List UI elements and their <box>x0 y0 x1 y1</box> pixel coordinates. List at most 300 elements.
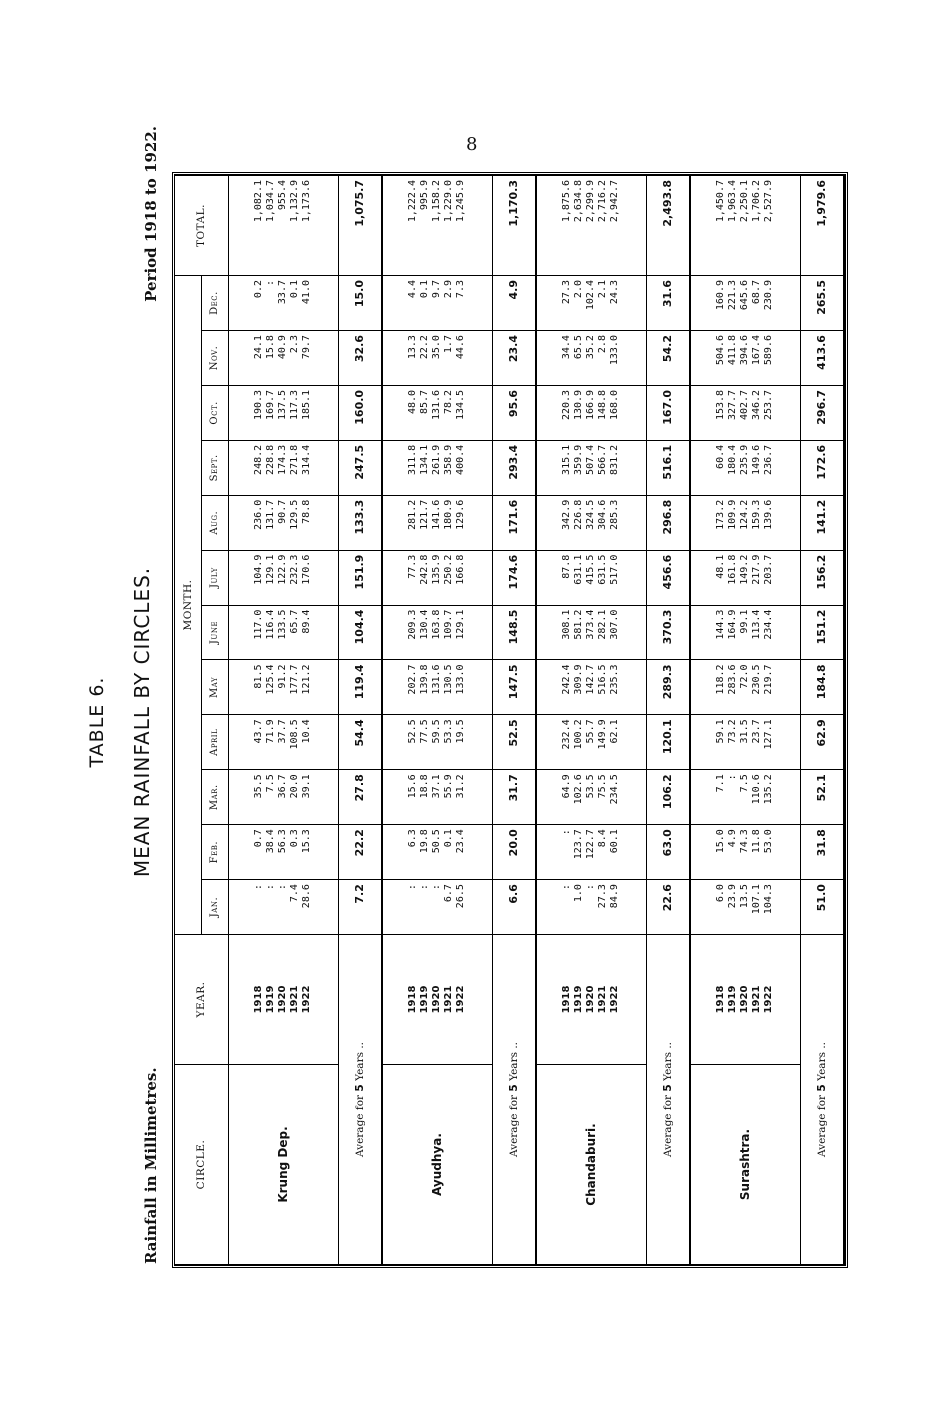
rainfall-value: 6.3 <box>407 829 419 848</box>
rotated-table-page <box>86 62 856 1272</box>
year-value: 1918 <box>253 985 265 1014</box>
month-values <box>536 440 647 495</box>
average-value: 133.3 <box>338 495 382 550</box>
rainfall-value: 48.1 <box>715 554 727 579</box>
rainfall-value: 24.3 <box>609 280 621 305</box>
month-values <box>690 605 801 660</box>
circle-name: Surashtra. <box>690 1065 801 1265</box>
average-label <box>338 935 382 1265</box>
average-value: 370.3 <box>646 605 690 660</box>
rainfall-value: 129.6 <box>455 499 467 530</box>
rainfall-value: 235.9 <box>739 444 751 475</box>
rainfall-value: 161.8 <box>727 554 739 585</box>
rainfall-value: 53.0 <box>763 829 775 854</box>
rainfall-value: 1.7 <box>443 335 455 354</box>
table-title: TABLE 6. <box>86 676 108 768</box>
rainfall-value: 28.6 <box>301 884 313 909</box>
rainfall-value: 90.7 <box>277 499 289 524</box>
header-month: Aug. <box>201 495 228 550</box>
rainfall-value: 134.1 <box>419 444 431 475</box>
rainfall-value: 133.0 <box>455 664 467 695</box>
circle-data-row <box>690 176 801 1265</box>
rainfall-value: : <box>431 884 443 891</box>
year-value: 1921 <box>289 985 301 1014</box>
average-value: 160.0 <box>338 385 382 440</box>
rainfall-value: 220.3 <box>561 389 573 421</box>
rainfall-value: 0.1 <box>443 829 455 848</box>
year-list <box>690 935 801 1065</box>
average-value: 95.6 <box>492 385 536 440</box>
rainfall-value: 41.0 <box>301 280 313 305</box>
month-values <box>228 385 338 440</box>
average-value: 51.0 <box>800 880 844 935</box>
average-value: 62.9 <box>800 715 844 770</box>
rainfall-value: 79.7 <box>301 335 313 360</box>
rainfall-value: 13.5 <box>739 884 751 909</box>
total-value: 2,299.9 <box>585 180 597 223</box>
header-circle: CIRCLE. <box>175 1065 228 1265</box>
average-value: 174.6 <box>492 550 536 605</box>
average-row <box>492 176 536 1265</box>
average-value: 296.7 <box>800 385 844 440</box>
rainfall-value: 516.5 <box>597 664 609 695</box>
rainfall-value: 107.1 <box>751 884 763 915</box>
rainfall-value: 166.9 <box>585 389 597 421</box>
rainfall-value: 261.9 <box>431 444 443 475</box>
rainfall-value: 124.2 <box>739 499 751 530</box>
month-values <box>228 331 338 386</box>
month-values <box>690 660 801 715</box>
year-value: 1920 <box>277 985 289 1014</box>
rainfall-value: : <box>277 884 289 891</box>
average-value: 413.6 <box>800 331 844 386</box>
rainfall-value: 74.3 <box>739 829 751 854</box>
month-values <box>228 880 338 935</box>
month-values <box>690 880 801 935</box>
rainfall-value: 127.1 <box>763 719 775 750</box>
header-month-group: MONTH. <box>175 276 201 935</box>
rainfall-value: 125.4 <box>265 664 277 695</box>
rainfall-value: 121.7 <box>419 499 431 530</box>
header-month: Mar. <box>201 770 228 825</box>
header-month: April <box>201 715 228 770</box>
average-value: 148.5 <box>492 605 536 660</box>
month-values <box>228 660 338 715</box>
year-value: 1919 <box>573 985 585 1014</box>
average-value: 120.1 <box>646 715 690 770</box>
rainfall-value: 8.4 <box>597 829 609 848</box>
rainfall-value: 402.7 <box>739 389 751 421</box>
rainfall-value: 0.1 <box>419 280 431 299</box>
year-list <box>382 935 493 1065</box>
average-value: 296.8 <box>646 495 690 550</box>
year-value: 1922 <box>301 985 313 1014</box>
month-values <box>690 385 801 440</box>
month-values <box>690 495 801 550</box>
rainfall-value: 144.3 <box>715 609 727 640</box>
header-month: Sept. <box>201 440 228 495</box>
rainfall-value: 130.9 <box>573 389 585 421</box>
average-value: 20.0 <box>492 825 536 880</box>
rainfall-value: 1.0 <box>573 884 585 903</box>
rainfall-value: 400.4 <box>455 444 467 475</box>
average-value: 141.2 <box>800 495 844 550</box>
average-value: 104.4 <box>338 605 382 660</box>
month-values <box>536 770 647 825</box>
rainfall-value: 131.6 <box>431 389 443 421</box>
average-value: 52.5 <box>492 715 536 770</box>
month-values <box>690 825 801 880</box>
rainfall-value: 170.6 <box>301 554 313 585</box>
total-value: 1,082.1 <box>253 180 265 223</box>
circle-name: Ayudhya. <box>382 1065 493 1265</box>
average-years: 5 <box>353 1084 366 1092</box>
rainfall-value: 65.5 <box>573 335 585 360</box>
rainfall-value: 0.3 <box>289 829 301 848</box>
rainfall-value: 217.9 <box>751 554 763 585</box>
rainfall-value: 504.6 <box>715 335 727 366</box>
total-value: 995.9 <box>419 180 431 211</box>
total-value: 1,245.9 <box>455 180 467 223</box>
rainfall-value: 133.0 <box>609 335 621 366</box>
rainfall-value: 242.8 <box>419 554 431 585</box>
average-value: 31.7 <box>492 770 536 825</box>
rainfall-value: 116.4 <box>265 609 277 640</box>
rainfall-value: 6.7 <box>443 884 455 903</box>
rainfall-value: 89.4 <box>301 609 313 634</box>
rainfall-value: 149.2 <box>739 554 751 585</box>
rainfall-value: : <box>561 884 573 891</box>
rainfall-value: 133.5 <box>277 609 289 640</box>
rainfall-value: 118.2 <box>715 664 727 695</box>
average-label-suffix: Years .. <box>815 1042 828 1081</box>
rainfall-value: 43.7 <box>253 719 265 744</box>
average-value: 22.2 <box>338 825 382 880</box>
rainfall-value: 209.3 <box>407 609 419 640</box>
rainfall-value: 230.5 <box>751 664 763 695</box>
rainfall-value: 282.1 <box>597 609 609 640</box>
total-values <box>536 176 647 276</box>
rainfall-value: 159.3 <box>751 499 763 530</box>
average-value: 23.4 <box>492 331 536 386</box>
circle-name: Krung Dep. <box>228 1065 338 1265</box>
average-value: 106.2 <box>646 770 690 825</box>
rainfall-value: 0.1 <box>289 280 301 299</box>
rainfall-value: 65.7 <box>289 609 301 634</box>
rainfall-value: 190.3 <box>253 389 265 421</box>
average-label-suffix: Years .. <box>353 1042 366 1081</box>
rainfall-value: 2.0 <box>573 280 585 299</box>
average-label <box>492 935 536 1265</box>
rainfall-value: 50.5 <box>431 829 443 854</box>
rainfall-value: 85.7 <box>419 389 431 415</box>
rainfall-value: 358.9 <box>443 444 455 475</box>
rainfall-value: 34.4 <box>561 335 573 360</box>
year-value: 1921 <box>443 985 455 1014</box>
rainfall-value: 15.8 <box>265 335 277 360</box>
rainfall-value: 60.4 <box>715 444 727 469</box>
rainfall-value: 68.7 <box>751 280 763 305</box>
circle-data-row <box>382 176 493 1265</box>
rainfall-value: 104.9 <box>253 554 265 585</box>
rainfall-value: 253.7 <box>763 389 775 421</box>
average-years: 5 <box>661 1084 674 1092</box>
month-values <box>382 331 493 386</box>
rainfall-value: 248.2 <box>253 444 265 475</box>
rainfall-value: 168.0 <box>609 389 621 421</box>
rainfall-value: 139.6 <box>763 499 775 530</box>
year-list <box>536 935 647 1065</box>
rainfall-value: 135.2 <box>763 774 775 805</box>
rainfall-value: 59.5 <box>431 719 443 744</box>
rainfall-value: 72.0 <box>739 664 751 689</box>
rainfall-value: 4.9 <box>727 829 739 848</box>
month-values <box>536 385 647 440</box>
average-value: 119.4 <box>338 660 382 715</box>
rainfall-value: 309.9 <box>573 664 585 695</box>
rainfall-value: 315.1 <box>561 444 573 475</box>
month-values <box>228 770 338 825</box>
year-value: 1918 <box>561 985 573 1014</box>
total-value: 2,527.9 <box>763 180 775 223</box>
month-values <box>228 550 338 605</box>
rainfall-value: 2.8 <box>597 335 609 354</box>
rainfall-value: 91.2 <box>277 664 289 689</box>
average-row <box>646 176 690 1265</box>
month-values <box>228 825 338 880</box>
rainfall-value: 15.0 <box>715 829 727 854</box>
rainfall-value: 2.1 <box>597 280 609 299</box>
rainfall-value: 160.9 <box>715 280 727 311</box>
average-value: 7.2 <box>338 880 382 935</box>
rainfall-value: 283.6 <box>727 664 739 695</box>
rainfall-value: 129.5 <box>289 499 301 530</box>
average-value: 151.2 <box>800 605 844 660</box>
rainfall-value: 23.7 <box>751 719 763 744</box>
month-values <box>382 770 493 825</box>
average-value: 247.5 <box>338 440 382 495</box>
rainfall-value: 307.0 <box>609 609 621 640</box>
rainfall-value: 4.4 <box>407 280 419 299</box>
average-value: 265.5 <box>800 276 844 331</box>
rainfall-value: 148.8 <box>597 389 609 421</box>
rainfall-value: : <box>265 280 277 287</box>
rainfall-value: 0.7 <box>253 829 265 848</box>
rainfall-value: 15.3 <box>301 829 313 854</box>
average-value: 52.1 <box>800 770 844 825</box>
rainfall-value: 342.9 <box>561 499 573 530</box>
month-values <box>228 276 338 331</box>
total-value: 2,250.1 <box>739 180 751 223</box>
rainfall-value: 9.7 <box>431 280 443 299</box>
average-total: 1,075.7 <box>338 176 382 276</box>
rainfall-value: 44.6 <box>455 335 467 360</box>
rainfall-value: 235.3 <box>609 664 621 695</box>
rainfall-value: 142.7 <box>585 664 597 695</box>
rainfall-value: 31.5 <box>739 719 751 744</box>
month-values <box>536 880 647 935</box>
rainfall-value: 56.3 <box>277 829 289 854</box>
total-values <box>228 176 338 276</box>
year-value: 1922 <box>609 985 621 1014</box>
rainfall-value: 0.2 <box>253 280 265 299</box>
year-list <box>228 935 338 1065</box>
rainfall-value: 232.4 <box>561 719 573 750</box>
rainfall-value: 180.4 <box>727 444 739 475</box>
rainfall-value: 130.5 <box>443 664 455 695</box>
year-value: 1918 <box>407 985 419 1014</box>
rainfall-value: 285.3 <box>609 499 621 530</box>
rainfall-value: 236.0 <box>253 499 265 530</box>
average-value: 516.1 <box>646 440 690 495</box>
units-label: Rainfall in Millimetres. <box>142 1067 160 1264</box>
total-value: 2,942.7 <box>609 180 621 223</box>
rainfall-value: 581.2 <box>573 609 585 640</box>
rainfall-value: 7.4 <box>289 884 301 903</box>
rainfall-value: 22.2 <box>419 335 431 360</box>
rainfall-value: 167.4 <box>751 335 763 366</box>
rainfall-value: 55.7 <box>585 719 597 744</box>
total-value: 1,963.4 <box>727 180 739 223</box>
average-total: 1,170.3 <box>492 176 536 276</box>
rainfall-value: 10.4 <box>301 719 313 744</box>
rainfall-value: 517.0 <box>609 554 621 585</box>
average-value: 31.8 <box>800 825 844 880</box>
average-value: 54.4 <box>338 715 382 770</box>
rainfall-value: 169.7 <box>265 389 277 421</box>
month-values <box>382 825 493 880</box>
rainfall-value: 122.7 <box>585 829 597 860</box>
rainfall-value: 78.8 <box>301 499 313 524</box>
year-value: 1919 <box>419 985 431 1014</box>
header-month: Feb. <box>201 825 228 880</box>
rainfall-table-frame <box>172 172 848 1268</box>
rainfall-value: 373.4 <box>585 609 597 640</box>
rainfall-value: 122.9 <box>277 554 289 585</box>
rainfall-value: 55.9 <box>443 774 455 799</box>
rainfall-value: 2.3 <box>289 335 301 354</box>
rainfall-value: : <box>585 884 597 891</box>
total-value: 1,450.7 <box>715 180 727 223</box>
rainfall-value: 177.7 <box>289 664 301 695</box>
year-value: 1922 <box>455 985 467 1014</box>
rainfall-value: 113.4 <box>751 609 763 640</box>
average-value: 4.9 <box>492 276 536 331</box>
month-values <box>228 495 338 550</box>
rainfall-value: 304.6 <box>597 499 609 530</box>
rainfall-value: 99.1 <box>739 609 751 634</box>
rainfall-value: 226.8 <box>573 499 585 530</box>
rainfall-value: 77.5 <box>419 719 431 744</box>
year-value: 1919 <box>727 985 739 1014</box>
rainfall-value: 71.9 <box>265 719 277 744</box>
rainfall-value: 109.7 <box>443 609 455 640</box>
rainfall-value: 135.9 <box>431 554 443 585</box>
rainfall-value: 166.8 <box>455 554 467 585</box>
circle-data-row <box>228 176 338 1265</box>
month-values <box>536 660 647 715</box>
rainfall-table <box>175 175 845 1265</box>
average-value: 32.6 <box>338 331 382 386</box>
rainfall-value: 129.1 <box>455 609 467 640</box>
month-values <box>228 715 338 770</box>
rainfall-value: 7.1 <box>715 774 727 793</box>
total-value: 1,034.7 <box>265 180 277 223</box>
rainfall-value: 40.9 <box>277 335 289 360</box>
rainfall-value: 121.2 <box>301 664 313 695</box>
month-values <box>382 550 493 605</box>
total-value: 1,222.4 <box>407 180 419 223</box>
rainfall-value: 53.5 <box>585 774 597 799</box>
rainfall-value: 131.7 <box>265 499 277 530</box>
rainfall-value: 314.4 <box>301 444 313 475</box>
rainfall-value: 631.5 <box>597 554 609 585</box>
month-values <box>690 331 801 386</box>
rainfall-value: 164.9 <box>727 609 739 640</box>
month-values <box>690 715 801 770</box>
rainfall-value: 149.6 <box>751 444 763 475</box>
month-values <box>382 715 493 770</box>
average-value: 172.6 <box>800 440 844 495</box>
month-values <box>382 385 493 440</box>
rainfall-value: 52.5 <box>407 719 419 744</box>
rainfall-value: 84.9 <box>609 884 621 909</box>
month-values <box>536 715 647 770</box>
rainfall-value: 129.1 <box>265 554 277 585</box>
page-number: 8 <box>466 134 478 155</box>
month-values <box>690 440 801 495</box>
rainfall-value: 219.7 <box>763 664 775 695</box>
average-value: 184.8 <box>800 660 844 715</box>
rainfall-value: : <box>419 884 431 891</box>
header-month: July <box>201 550 228 605</box>
header-month: May <box>201 660 228 715</box>
header-month: Jan. <box>201 880 228 935</box>
month-values <box>690 276 801 331</box>
year-value: 1920 <box>585 985 597 1014</box>
rainfall-value: 100.2 <box>573 719 585 750</box>
month-values <box>382 660 493 715</box>
total-value: 1,875.6 <box>561 180 573 223</box>
rainfall-value: 230.9 <box>763 280 775 311</box>
rainfall-value: 110.6 <box>751 774 763 805</box>
rainfall-value: 271.8 <box>289 444 301 475</box>
average-value: 151.9 <box>338 550 382 605</box>
average-value: 63.0 <box>646 825 690 880</box>
average-label-text: Average for <box>507 1094 520 1158</box>
rainfall-value: 26.5 <box>455 884 467 909</box>
rainfall-value: 11.8 <box>751 829 763 854</box>
month-values <box>228 440 338 495</box>
average-label-text: Average for <box>815 1094 828 1158</box>
rainfall-value: : <box>253 884 265 891</box>
rainfall-value: 109.9 <box>727 499 739 530</box>
header-month: Nov. <box>201 331 228 386</box>
rainfall-value: 234.5 <box>609 774 621 805</box>
header-year: YEAR. <box>175 935 228 1065</box>
rainfall-value: : <box>407 884 419 891</box>
circle-data-row <box>536 176 647 1265</box>
month-values <box>536 276 647 331</box>
rainfall-value: 507.4 <box>585 444 597 475</box>
average-value: 15.0 <box>338 276 382 331</box>
month-values <box>382 880 493 935</box>
rainfall-value: 62.1 <box>609 719 621 744</box>
month-values <box>228 605 338 660</box>
rainfall-value: 221.3 <box>727 280 739 311</box>
rainfall-value: 7.5 <box>739 774 751 793</box>
average-value: 171.6 <box>492 495 536 550</box>
